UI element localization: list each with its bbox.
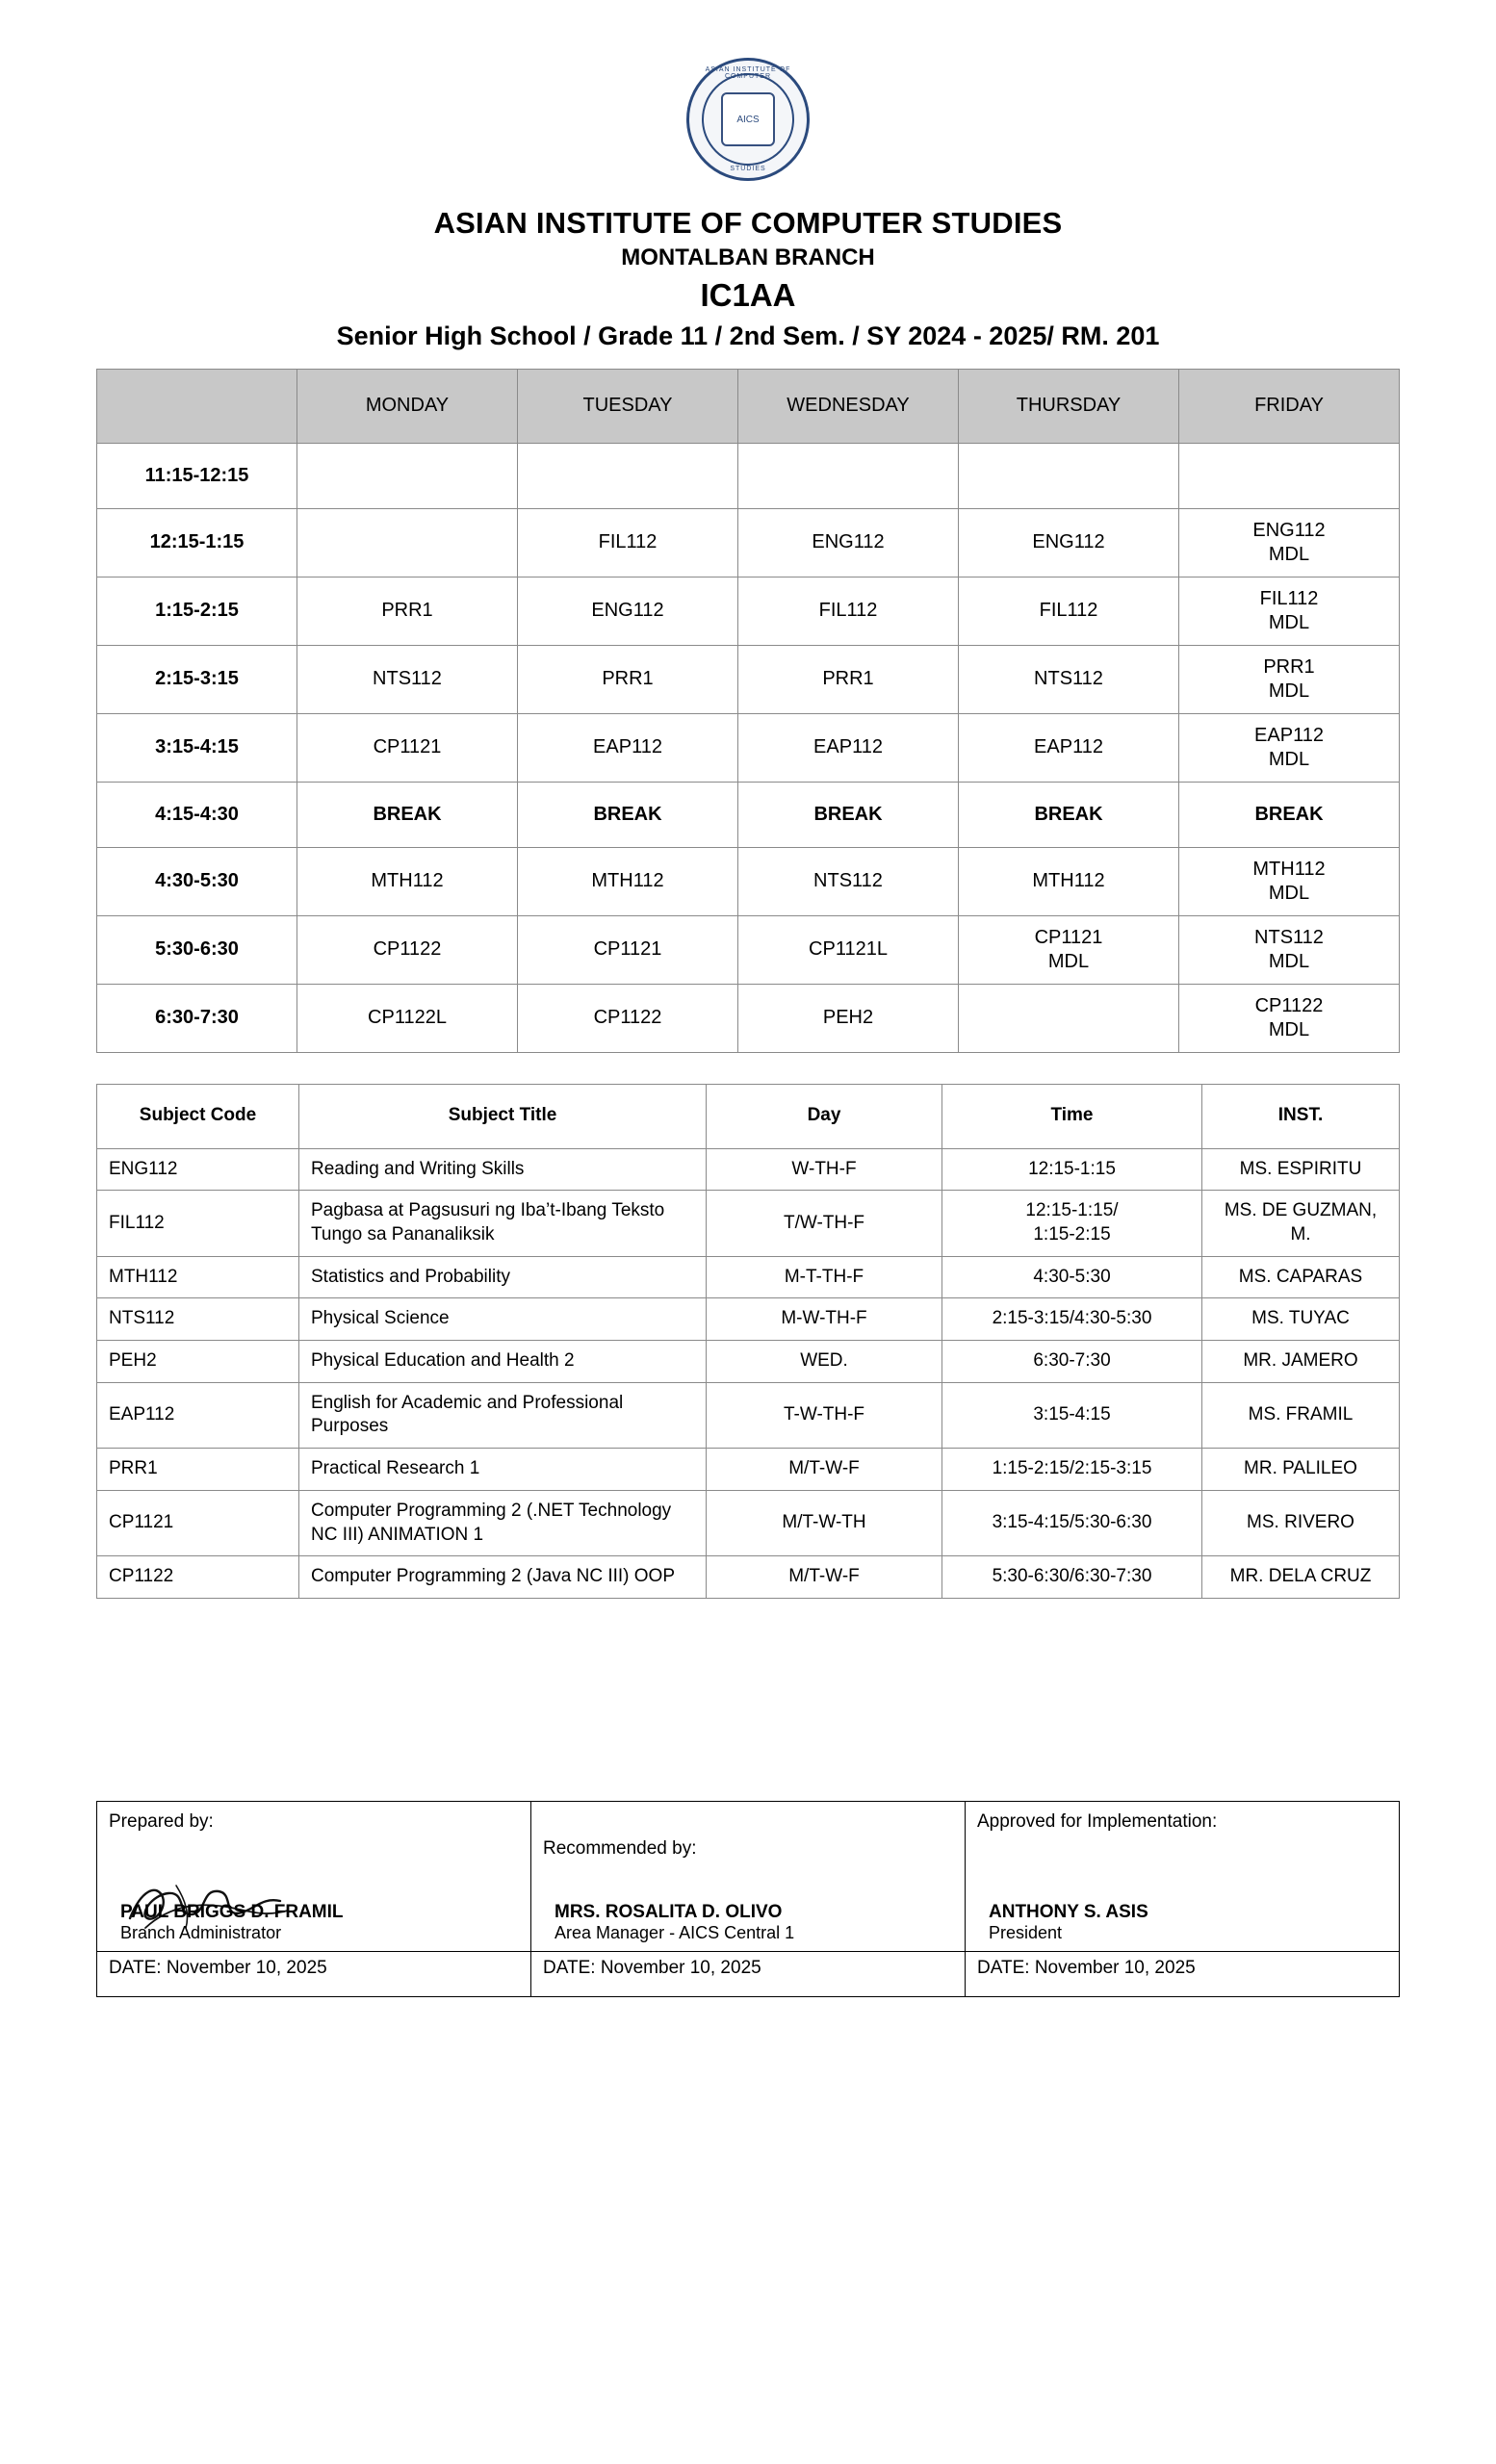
prepared-by-cell	[97, 1801, 531, 1951]
schedule-cell: MTH112	[518, 847, 738, 915]
subject-day-cell: W-TH-F	[707, 1148, 942, 1191]
logo-container	[96, 58, 1400, 181]
approved-by-name: ANTHONY S. ASIS	[989, 1901, 1148, 1922]
approved-by-label: Approved for Implementation:	[977, 1810, 1218, 1832]
subject-code-cell: PRR1	[97, 1449, 299, 1491]
subject-time-cell: 12:15-1:15	[942, 1148, 1202, 1191]
schedule-cell	[959, 984, 1179, 1052]
subject-row	[97, 1148, 1400, 1191]
subject-code-cell: CP1122	[97, 1556, 299, 1599]
subject-row	[97, 1490, 1400, 1555]
subject-code-cell: MTH112	[97, 1256, 299, 1298]
subjects-header-cell: INST.	[1202, 1084, 1400, 1148]
subjects-table	[96, 1084, 1400, 1599]
recommended-by-name-block	[555, 1902, 794, 1943]
subjects-body	[97, 1148, 1400, 1598]
subject-time-cell: 3:15-4:15	[942, 1382, 1202, 1448]
subject-time-cell: 1:15-2:15/2:15-3:15	[942, 1449, 1202, 1491]
approved-by-box	[977, 1811, 1387, 1941]
schedule-header-cell	[97, 369, 297, 443]
schedule-cell: PRR1	[518, 645, 738, 713]
organization-title: ASIAN INSTITUTE OF COMPUTER STUDIES	[433, 206, 1063, 240]
schedule-time-cell: 1:15-2:15	[97, 577, 297, 645]
schedule-row	[97, 713, 1400, 782]
seal-ring-text-bottom: STUDIES	[730, 166, 766, 172]
schedule-cell: FIL112	[738, 577, 959, 645]
schedule-table	[96, 369, 1400, 1053]
schedule-cell: PRR1	[738, 645, 959, 713]
schedule-cell: ENG112	[738, 508, 959, 577]
subject-row	[97, 1191, 1400, 1256]
signature-date-row	[97, 1951, 1400, 1996]
subjects-header-cell: Day	[707, 1084, 942, 1148]
prepared-by-box	[109, 1811, 519, 1941]
schedule-time-cell: 11:15-12:15	[97, 443, 297, 508]
subject-time-cell: 4:30-5:30	[942, 1256, 1202, 1298]
schedule-cell: CP1122	[297, 915, 518, 984]
schedule-row	[97, 847, 1400, 915]
subject-day-cell: T-W-TH-F	[707, 1382, 942, 1448]
subject-time-cell: 12:15-1:15/ 1:15-2:15	[942, 1191, 1202, 1256]
subject-title-cell: Reading and Writing Skills	[299, 1148, 707, 1191]
recommended-by-label: Recommended by:	[543, 1837, 697, 1859]
subjects-section	[96, 1084, 1400, 1599]
schedule-cell: NTS112	[959, 645, 1179, 713]
schedule-cell	[1179, 443, 1400, 508]
schedule-cell: BREAK	[1179, 782, 1400, 847]
subject-instructor-cell: MS. DE GUZMAN, M.	[1202, 1191, 1400, 1256]
subject-title-cell: Computer Programming 2 (Java NC III) OOP	[299, 1556, 707, 1599]
recommended-by-cell	[531, 1801, 966, 1951]
schedule-row	[97, 782, 1400, 847]
subject-day-cell: M/T-W-F	[707, 1556, 942, 1599]
seal-inner-ring	[702, 73, 794, 166]
subject-title-cell: Pagbasa at Pagsusuri ng Iba’t-Ibang Teksto Tungo sa Pananaliksik	[299, 1191, 707, 1256]
subject-instructor-cell: MS. RIVERO	[1202, 1490, 1400, 1555]
subjects-header-cell: Subject Code	[97, 1084, 299, 1148]
recommended-by-name: MRS. ROSALITA D. OLIVO	[555, 1901, 783, 1922]
schedule-cell: CP1121	[518, 915, 738, 984]
recommended-by-role: Area Manager - AICS Central 1	[555, 1922, 795, 1942]
signature-table	[96, 1801, 1400, 1997]
schedule-cell: MTH112 MDL	[1179, 847, 1400, 915]
subject-code-cell: CP1121	[97, 1490, 299, 1555]
subject-day-cell: T/W-TH-F	[707, 1191, 942, 1256]
subject-time-cell: 6:30-7:30	[942, 1341, 1202, 1383]
schedule-cell: NTS112	[297, 645, 518, 713]
schedule-row	[97, 577, 1400, 645]
schedule-header-cell: TUESDAY	[518, 369, 738, 443]
subject-code-cell: EAP112	[97, 1382, 299, 1448]
schedule-cell: MTH112	[959, 847, 1179, 915]
schedule-row	[97, 915, 1400, 984]
approved-by-cell	[966, 1801, 1400, 1951]
schedule-time-cell: 4:30-5:30	[97, 847, 297, 915]
schedule-cell: BREAK	[738, 782, 959, 847]
schedule-cell: ENG112 MDL	[1179, 508, 1400, 577]
approved-by-name-block	[989, 1902, 1148, 1943]
subject-day-cell: WED.	[707, 1341, 942, 1383]
subject-instructor-cell: MS. CAPARAS	[1202, 1256, 1400, 1298]
signature-section	[96, 1801, 1400, 1997]
branch-name: MONTALBAN BRANCH	[621, 244, 875, 270]
schedule-cell: BREAK	[297, 782, 518, 847]
schedule-cell: EAP112	[518, 713, 738, 782]
schedule-time-cell: 5:30-6:30	[97, 915, 297, 984]
subject-row	[97, 1341, 1400, 1383]
schedule-cell: MTH112	[297, 847, 518, 915]
subject-title-cell: Physical Education and Health 2	[299, 1341, 707, 1383]
schedule-header-cell: WEDNESDAY	[738, 369, 959, 443]
subjects-header-row	[97, 1084, 1400, 1148]
subject-instructor-cell: MS. TUYAC	[1202, 1298, 1400, 1341]
schedule-cell: FIL112	[518, 508, 738, 577]
subject-instructor-cell: MS. FRAMIL	[1202, 1382, 1400, 1448]
schedule-time-cell: 4:15-4:30	[97, 782, 297, 847]
prepared-by-name: PAUL BRIGGS D. FRAMIL	[120, 1901, 344, 1922]
schedule-cell: BREAK	[959, 782, 1179, 847]
schedule-cell: FIL112 MDL	[1179, 577, 1400, 645]
schedule-cell	[297, 443, 518, 508]
schedule-cell: NTS112 MDL	[1179, 915, 1400, 984]
subjects-header-cell: Subject Title	[299, 1084, 707, 1148]
schedule-cell	[959, 443, 1179, 508]
schedule-cell: CP1122 MDL	[1179, 984, 1400, 1052]
schedule-cell: PEH2	[738, 984, 959, 1052]
subject-row	[97, 1256, 1400, 1298]
schedule-time-cell: 12:15-1:15	[97, 508, 297, 577]
schedule-cell: PRR1 MDL	[1179, 645, 1400, 713]
subject-instructor-cell: MS. ESPIRITU	[1202, 1148, 1400, 1191]
schedule-cell: PRR1	[297, 577, 518, 645]
schedule-cell: CP1122	[518, 984, 738, 1052]
subject-code-cell: FIL112	[97, 1191, 299, 1256]
subject-title-cell: Statistics and Probability	[299, 1256, 707, 1298]
prepared-by-role: Branch Administrator	[120, 1922, 282, 1942]
schedule-row	[97, 984, 1400, 1052]
schedule-cell: BREAK	[518, 782, 738, 847]
schedule-time-cell: 3:15-4:15	[97, 713, 297, 782]
subject-day-cell: M-W-TH-F	[707, 1298, 942, 1341]
schedule-cell	[518, 443, 738, 508]
signature-row	[97, 1801, 1400, 1951]
schedule-header-cell: FRIDAY	[1179, 369, 1400, 443]
section-code: IC1AA	[700, 276, 796, 313]
subject-time-cell: 2:15-3:15/4:30-5:30	[942, 1298, 1202, 1341]
schedule-time-cell: 2:15-3:15	[97, 645, 297, 713]
schedule-cell: CP1121L	[738, 915, 959, 984]
schedule-header-cell: MONDAY	[297, 369, 518, 443]
subject-title-cell: Physical Science	[299, 1298, 707, 1341]
schedule-cell	[738, 443, 959, 508]
schedule-cell: FIL112	[959, 577, 1179, 645]
schedule-cell: EAP112	[738, 713, 959, 782]
recommended-by-date: DATE: November 10, 2025	[531, 1951, 966, 1996]
seal-core-label: AICS	[721, 92, 775, 146]
schedule-header-cell: THURSDAY	[959, 369, 1179, 443]
subject-code-cell: ENG112	[97, 1148, 299, 1191]
subject-time-cell: 5:30-6:30/6:30-7:30	[942, 1556, 1202, 1599]
subject-row	[97, 1382, 1400, 1448]
schedule-row	[97, 645, 1400, 713]
schedule-cell: ENG112	[518, 577, 738, 645]
prepared-by-label: Prepared by:	[109, 1810, 214, 1832]
schedule-cell: CP1122L	[297, 984, 518, 1052]
schedule-cell: CP1121	[297, 713, 518, 782]
subject-code-cell: NTS112	[97, 1298, 299, 1341]
schedule-cell: CP1121 MDL	[959, 915, 1179, 984]
aics-seal-icon	[686, 58, 810, 181]
schedule-time-cell: 6:30-7:30	[97, 984, 297, 1052]
subject-code-cell: PEH2	[97, 1341, 299, 1383]
schedule-cell: NTS112	[738, 847, 959, 915]
prepared-by-name-block	[120, 1902, 344, 1943]
subject-day-cell: M/T-W-TH	[707, 1490, 942, 1555]
subject-title-cell: Practical Research 1	[299, 1449, 707, 1491]
subject-row	[97, 1556, 1400, 1599]
seal-ring-text-top: ASIAN INSTITUTE OF COMPUTER	[705, 66, 791, 80]
subject-instructor-cell: MR. PALILEO	[1202, 1449, 1400, 1491]
schedule-body	[97, 443, 1400, 1052]
subject-instructor-cell: MR. JAMERO	[1202, 1341, 1400, 1383]
subjects-header-cell: Time	[942, 1084, 1202, 1148]
recommended-by-box	[543, 1811, 953, 1941]
prepared-by-date: DATE: November 10, 2025	[97, 1951, 531, 1996]
subject-title-cell: English for Academic and Professional Purposes	[299, 1382, 707, 1448]
schedule-cell: EAP112 MDL	[1179, 713, 1400, 782]
subject-time-cell: 3:15-4:15/5:30-6:30	[942, 1490, 1202, 1555]
subject-row	[97, 1298, 1400, 1341]
schedule-cell: EAP112	[959, 713, 1179, 782]
approved-by-date: DATE: November 10, 2025	[966, 1951, 1400, 1996]
schedule-row	[97, 508, 1400, 577]
schedule-cell	[297, 508, 518, 577]
schedule-header-row	[97, 369, 1400, 443]
subject-day-cell: M-T-TH-F	[707, 1256, 942, 1298]
schedule-row	[97, 443, 1400, 508]
subject-day-cell: M/T-W-F	[707, 1449, 942, 1491]
subject-instructor-cell: MR. DELA CRUZ	[1202, 1556, 1400, 1599]
schedule-cell: ENG112	[959, 508, 1179, 577]
page-subtitle: Senior High School / Grade 11 / 2nd Sem. / SY 2024 - 2025/ RM. 201	[336, 321, 1160, 350]
subject-title-cell: Computer Programming 2 (.NET Technology NC III) ANIMATION 1	[299, 1490, 707, 1555]
approved-by-role: President	[989, 1922, 1063, 1942]
subject-row	[97, 1449, 1400, 1491]
